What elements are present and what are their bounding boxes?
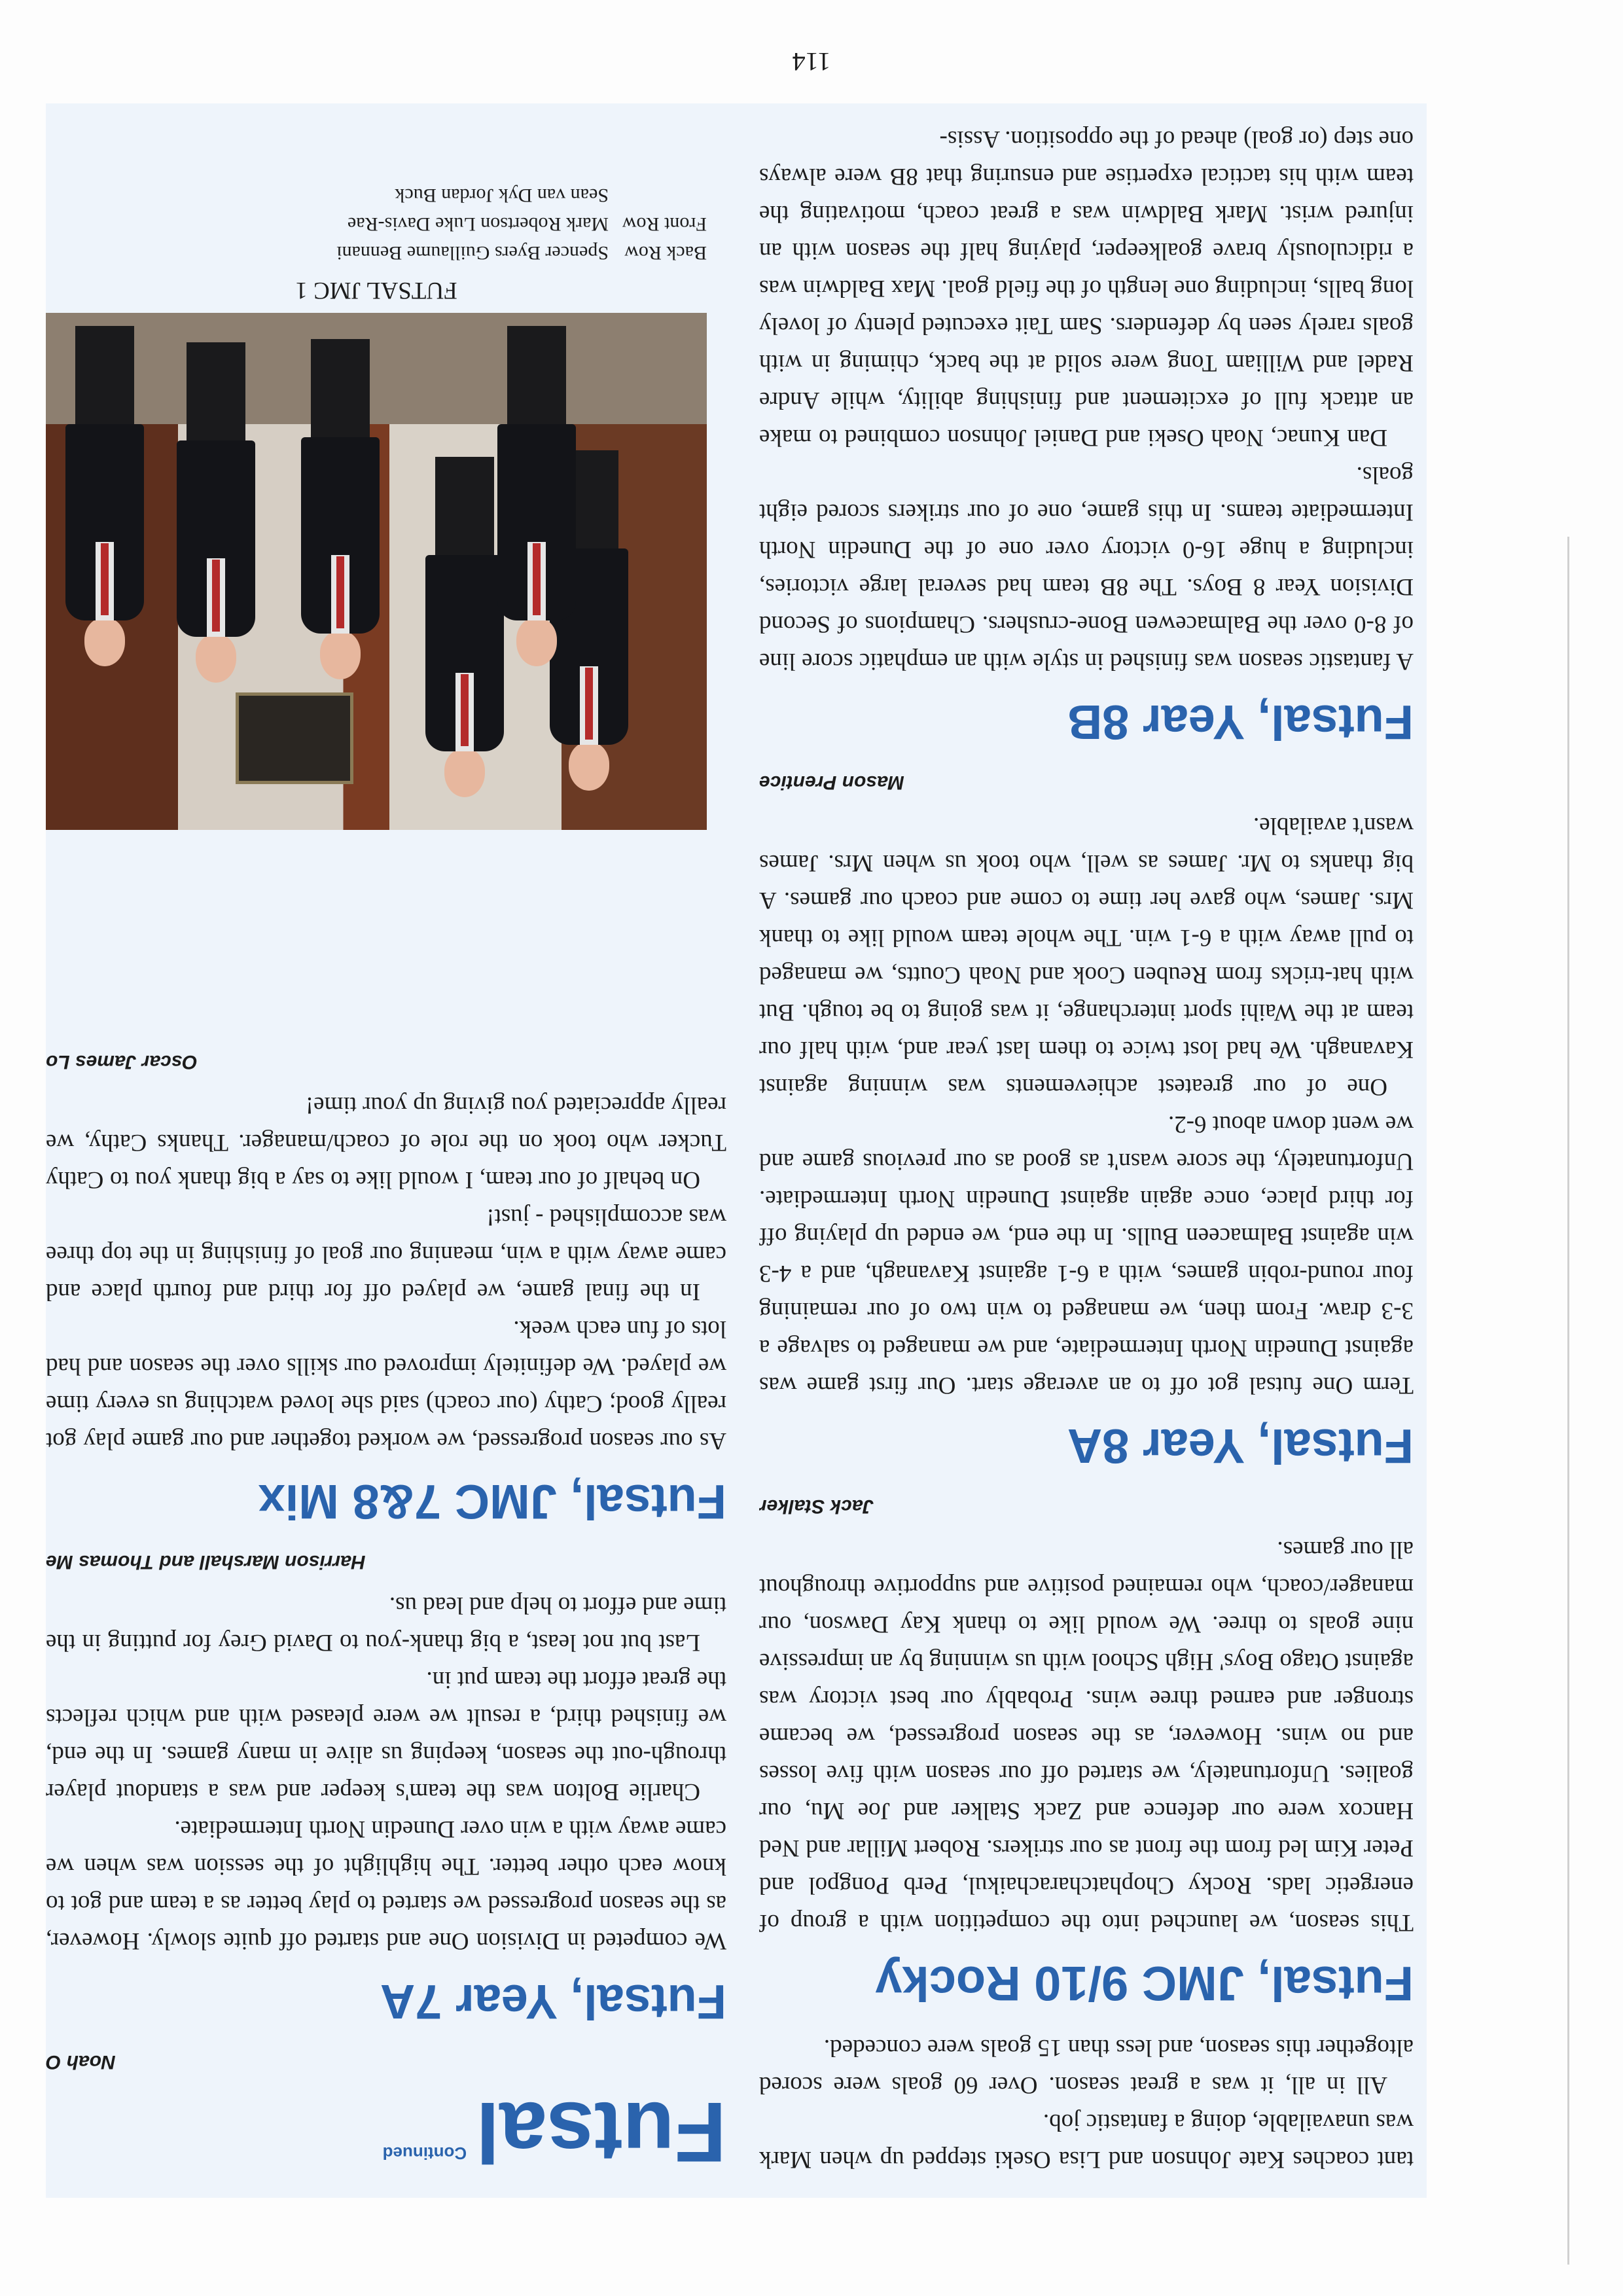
row-label: Front Row: [622, 213, 707, 235]
magazine-sheet: [46, 103, 1427, 2198]
section-paragraph: Charlie Bolton was the team's keeper and was a standout player through-out the season, keeping us alive in many games. In the end, we finished third, a result we were pleased with and which reflects the great effort the team put in.: [46, 1666, 726, 1805]
team-member: [425, 457, 504, 797]
row-names: Mark Robertson Luke Davis-Rae: [347, 213, 609, 235]
row-names: Sean van Dyk Jordan Buck: [395, 185, 609, 206]
photo-caption-block: [46, 181, 707, 306]
team-member: [65, 326, 144, 666]
team-photo: [46, 313, 707, 830]
team-member: [301, 339, 380, 679]
section-title: Futsal, JMC 7&8 Mix: [258, 1475, 726, 1529]
wall-plaque: [236, 692, 353, 784]
page-title-text: Futsal: [476, 2085, 726, 2180]
section-paragraph: Dan Kunac, Noah Oseki and Daniel Johnson combined to make an attack full of excitement and finishing ability, while Andre Radel and William Tong were solid at the back, chiming in with goals rarely seen by defenders. Sam Tait executed plenty of lovely long balls, including one length of the field goal. Max Baldwin was a ridiculously brave goalkeeper, playing half the season with an injured wrist. Mark Baldwin was a great coach, motivating the team with his tactical expertise and ensuring that 8B were always one step (or goal) ahead of the opposition. Assis-: [759, 126, 1414, 451]
intro-paragraph: tant coaches Kate Johnson and Lisa Oseki stepped up when Mark was unavailable, doing a fantastic job.: [759, 2109, 1414, 2173]
section-paragraph: Last but not least, a big thank-you to David Grey for putting in the time and effort to help and lead us.: [46, 1592, 726, 1656]
section-paragraph: A fantastic season was finished in style with an emphatic score line of 8-0 over the Balmacewen Bone-crushers. Champions of Second Division Year 8 Boys. The 8B team had several large victories, including a huge 16-0 victory over one of the Dunedin North Intermediate teams. In this game, one of our strikers scored eight goals.: [759, 461, 1414, 675]
photo-caption: FUTSAL JMC 1: [295, 277, 457, 304]
photo-names: [46, 181, 707, 267]
section-title: Futsal, Year 7A: [380, 1975, 726, 2029]
page-number: 114: [792, 47, 831, 77]
continued-label: Continued: [382, 2144, 467, 2163]
section-paragraph: In the final game, we played off for third and fourth place and came away with a win, meaning our goal of finishing in the top three was accomplished - just!: [46, 1204, 726, 1305]
row-label: [609, 181, 707, 209]
page-title: [46, 2087, 726, 2178]
section-paragraph: As our season progressed, we worked together and our game play got really good; Cathy (our coach) said she loved watching us every time we played. We definitely improved our skills over the season and had lots of fun each week.: [46, 1316, 726, 1454]
intro-paragraph: All in all, it was a great season. Over 60 goals were scored altogether this season, and less than 15 goals were conceded.: [759, 2034, 1414, 2098]
author-credit: Oscar James Lo: [46, 1051, 198, 1073]
row-names: Spencer Byers Guillaume Bennani: [336, 242, 609, 264]
section-title: Futsal, Year 8A: [1067, 1419, 1414, 1473]
section-paragraph: Term One futsal got off to an average start. Our first game was against Dunedin North Intermediate, and we managed to salvage a 3-3 draw. From then, we managed to win two of our remaining four round-robin games, with a 6-1 against Kavanagh, and a 4-3 win against Balmaceen Bulls. In the end, we ended up playing off for third place, once again against Dunedin North Intermediate. Unfortunately, the score wasn't as good as our previous game and we went down about 6-2.: [759, 1111, 1414, 1399]
section-paragraph: One of our greatest achievements was winning against Kavanagh. We had lost twice to them last year and, with half our team at the Waihi sport interchange, it was going to be tough. But with hat-tricks from Reuben Cook and Noah Coutts, we managed to pull away with a 6-1 win. The whole team would like to thank Mrs. James, who gave her time to come and coach our games. A big thanks to Mr. James as well, who took us when Mrs. James wasn't available.: [759, 812, 1414, 1100]
section-title: Futsal, JMC 9/10 Rocky: [875, 1956, 1414, 2011]
section-paragraph: This season, we launched into the competition with a group of energetic lads. Rocky Chophatcharachaikul, Perb Pongpol and Peter Kim led from the front as our strikers. Robert Millar and Ned Hancox were our defence and Zack Stalker and Joe Mu, our goalies. Unfortunately, we started off our season with five losses and no wins. However, as the season progressed, we became stronger and earned three wins. Probably our best victory was against Otago Boys' High School with us winning by an impressive nine goals to three. We would like to thank Kay Dawson, our manager/coach, who remained positive and supportive throughout all our games.: [759, 1536, 1414, 1936]
section-paragraph: On behalf of our team, I would like to say a big thank you to Cathy Tucker who took on the role of coach/manager. Thanks Cathy, we really appreciated you giving up your time!: [46, 1092, 726, 1193]
section-paragraph: We competed in Division One and started off quite slowly. However, as the season progressed we started to play better as a team and got to know each other better. The highlight of the session was when we came away with a win over Dunedin North Intermediate.: [46, 1816, 726, 1954]
row-label: Back Row: [624, 242, 707, 264]
section-title: Futsal, Year 8B: [1067, 695, 1414, 749]
team-member: [177, 342, 255, 683]
left-column: [759, 103, 1414, 2198]
author-credit: Noah O: [46, 2051, 116, 2073]
team-member: [497, 326, 576, 666]
author-credit: Mason Prentice: [759, 772, 904, 793]
author-credit: Jack Stalker: [759, 1496, 874, 1517]
author-credit: Harrison Marshall and Thomas Me: [46, 1551, 366, 1573]
